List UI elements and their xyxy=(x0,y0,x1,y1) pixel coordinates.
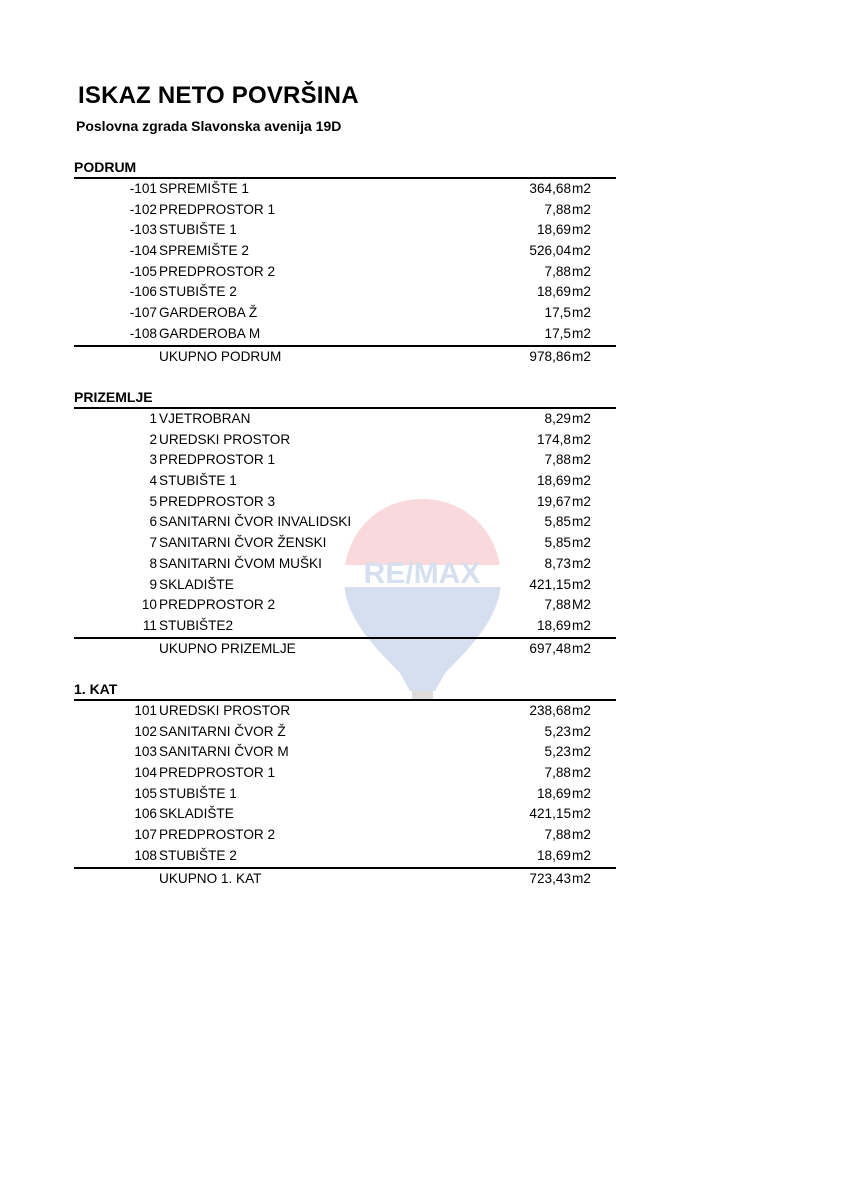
area-unit: m2 xyxy=(572,473,591,489)
table-row xyxy=(74,722,616,743)
area-value: 5,23 xyxy=(544,723,571,739)
room-number: 2 xyxy=(149,431,157,447)
room-name: GARDEROBA Ž xyxy=(159,305,258,321)
table-row xyxy=(74,763,616,784)
room-number: 3 xyxy=(149,452,157,468)
area-unit: m2 xyxy=(572,765,591,781)
total-label: UKUPNO PRIZEMLJE xyxy=(159,640,296,656)
area-value: 7,88 xyxy=(544,201,571,217)
area-unit: m2 xyxy=(572,243,591,259)
room-name: STUBIŠTE 1 xyxy=(159,473,237,489)
area-value: 17,5 xyxy=(544,325,571,341)
area-unit: m2 xyxy=(572,785,591,801)
room-number: 101 xyxy=(134,703,157,718)
area-value: 8,29 xyxy=(544,411,571,426)
section-heading: PODRUM xyxy=(74,158,616,179)
total-unit: m2 xyxy=(572,348,591,364)
document-title: ISKAZ NETO POVRŠINA xyxy=(78,82,359,109)
area-unit: m2 xyxy=(572,263,591,279)
room-number: 105 xyxy=(134,785,157,801)
table-row xyxy=(74,430,616,451)
area-unit: m2 xyxy=(572,703,591,718)
room-number: 108 xyxy=(134,847,157,863)
room-name: SANITARNI ČVOM MUŠKI xyxy=(159,555,322,571)
table-row xyxy=(74,450,616,471)
area-unit: m2 xyxy=(572,617,591,633)
table-row xyxy=(74,595,616,616)
room-name: SKLADIŠTE xyxy=(159,576,234,592)
table-row xyxy=(74,220,616,241)
area-value: 18,69 xyxy=(536,617,571,633)
area-value: 7,88 xyxy=(544,263,571,279)
area-unit: m2 xyxy=(572,305,591,321)
room-number: -107 xyxy=(129,305,157,321)
section-1 xyxy=(74,388,616,658)
table-row xyxy=(74,804,616,825)
room-name: SPREMIŠTE 1 xyxy=(159,181,249,196)
room-number: 8 xyxy=(149,555,157,571)
area-value: 19,67 xyxy=(536,493,571,509)
table-row xyxy=(74,471,616,492)
area-value: 421,15 xyxy=(529,576,571,592)
room-name: PREDPROSTOR 3 xyxy=(159,493,276,509)
table-row xyxy=(74,616,616,637)
room-number: 9 xyxy=(149,576,157,592)
area-unit: m2 xyxy=(572,555,591,571)
area-value: 18,69 xyxy=(536,847,571,863)
area-unit: m2 xyxy=(572,847,591,863)
total-label: UKUPNO PODRUM xyxy=(159,348,282,364)
area-unit: m2 xyxy=(572,452,591,468)
area-value: 18,69 xyxy=(536,473,571,489)
section-0 xyxy=(74,158,616,366)
area-unit: m2 xyxy=(572,284,591,300)
room-name: PREDPROSTOR 1 xyxy=(159,452,276,468)
room-name: SANITARNI ČVOR M xyxy=(159,744,289,760)
section-total-row xyxy=(74,867,616,888)
room-name: VJETROBRAN xyxy=(159,411,251,426)
room-number: 107 xyxy=(134,827,157,843)
watermark-text: RE/MAX xyxy=(363,557,481,590)
total-value: 697,48 xyxy=(529,640,571,656)
room-number: -103 xyxy=(129,222,157,238)
room-name: PREDPROSTOR 2 xyxy=(159,597,276,613)
table-row xyxy=(74,179,616,200)
table-row xyxy=(74,533,616,554)
table-row xyxy=(74,262,616,283)
room-name: PREDPROSTOR 2 xyxy=(159,827,276,843)
room-number: 6 xyxy=(149,514,157,530)
area-value: 5,85 xyxy=(544,514,571,530)
area-unit: m2 xyxy=(572,535,591,551)
room-number: -105 xyxy=(129,263,157,279)
total-label: UKUPNO 1. KAT xyxy=(159,870,262,886)
total-value: 723,43 xyxy=(529,870,571,886)
room-name: SANITARNI ČVOR ŽENSKI xyxy=(159,535,327,551)
area-unit: M2 xyxy=(572,597,591,613)
table-row xyxy=(74,554,616,575)
area-unit: m2 xyxy=(572,744,591,760)
area-unit: m2 xyxy=(572,576,591,592)
room-number: 103 xyxy=(134,744,157,760)
room-name: STUBIŠTE2 xyxy=(159,617,234,633)
area-value: 364,68 xyxy=(529,181,571,196)
room-name: STUBIŠTE 1 xyxy=(159,785,237,801)
table-row xyxy=(74,742,616,763)
table-row xyxy=(74,303,616,324)
table-row xyxy=(74,575,616,596)
section-total-row xyxy=(74,345,616,366)
table-row xyxy=(74,324,616,345)
room-name: STUBIŠTE 1 xyxy=(159,222,237,238)
room-number: 1 xyxy=(149,411,157,426)
total-unit: m2 xyxy=(572,640,591,656)
area-unit: m2 xyxy=(572,806,591,822)
room-name: SKLADIŠTE xyxy=(159,806,234,822)
section-2 xyxy=(74,680,616,888)
room-number: -108 xyxy=(129,325,157,341)
document-subtitle: Poslovna zgrada Slavonska avenija 19D xyxy=(76,118,342,134)
area-value: 18,69 xyxy=(536,785,571,801)
room-name: SPREMIŠTE 2 xyxy=(159,243,249,259)
table-row xyxy=(74,701,616,722)
room-name: STUBIŠTE 2 xyxy=(159,847,237,863)
room-name: UREDSKI PROSTOR xyxy=(159,703,291,718)
room-number: -102 xyxy=(129,201,157,217)
room-number: 4 xyxy=(149,473,157,489)
area-unit: m2 xyxy=(572,222,591,238)
area-value: 7,88 xyxy=(544,597,571,613)
room-name: PREDPROSTOR 1 xyxy=(159,201,276,217)
area-value: 421,15 xyxy=(529,806,571,822)
area-value: 7,88 xyxy=(544,827,571,843)
total-value: 978,86 xyxy=(529,348,571,364)
area-unit: m2 xyxy=(572,723,591,739)
area-unit: m2 xyxy=(572,325,591,341)
room-number: 10 xyxy=(141,597,157,613)
room-number: 11 xyxy=(142,617,157,633)
room-number: -101 xyxy=(129,181,157,196)
section-total-row xyxy=(74,637,616,658)
room-name: PREDPROSTOR 1 xyxy=(159,765,276,781)
area-unit: m2 xyxy=(572,493,591,509)
room-name: UREDSKI PROSTOR xyxy=(159,431,291,447)
room-name: PREDPROSTOR 2 xyxy=(159,263,276,279)
area-unit: m2 xyxy=(572,411,591,426)
area-value: 174,8 xyxy=(536,431,571,447)
table-row xyxy=(74,241,616,262)
area-value: 7,88 xyxy=(544,452,571,468)
room-number: 5 xyxy=(149,493,157,509)
room-name: STUBIŠTE 2 xyxy=(159,284,237,300)
table-row xyxy=(74,492,616,513)
area-value: 18,69 xyxy=(536,284,571,300)
area-unit: m2 xyxy=(572,181,591,196)
table-row xyxy=(74,784,616,805)
room-number: -104 xyxy=(129,243,157,259)
table-row xyxy=(74,409,616,430)
room-number: 106 xyxy=(134,806,157,822)
area-unit: m2 xyxy=(572,827,591,843)
room-number: 102 xyxy=(134,723,157,739)
room-number: -106 xyxy=(129,284,157,300)
area-value: 526,04 xyxy=(529,243,571,259)
section-heading: PRIZEMLJE xyxy=(74,388,616,409)
area-unit: m2 xyxy=(572,431,591,447)
section-heading: 1. KAT xyxy=(74,680,616,701)
table-row xyxy=(74,846,616,867)
total-unit: m2 xyxy=(572,870,591,886)
area-value: 5,85 xyxy=(544,535,571,551)
area-value: 7,88 xyxy=(544,765,571,781)
room-name: GARDEROBA M xyxy=(159,325,261,341)
area-value: 238,68 xyxy=(529,703,571,718)
area-value: 18,69 xyxy=(536,222,571,238)
table-row xyxy=(74,512,616,533)
table-row xyxy=(74,825,616,846)
table-row xyxy=(74,200,616,221)
area-unit: m2 xyxy=(572,201,591,217)
area-value: 5,23 xyxy=(544,744,571,760)
room-name: SANITARNI ČVOR INVALIDSKI xyxy=(159,514,352,530)
table-row xyxy=(74,282,616,303)
room-name: SANITARNI ČVOR Ž xyxy=(159,723,286,739)
room-number: 7 xyxy=(149,535,157,551)
area-value: 8,73 xyxy=(544,555,571,571)
area-value: 17,5 xyxy=(544,305,571,321)
room-number: 104 xyxy=(134,765,157,781)
area-unit: m2 xyxy=(572,514,591,530)
